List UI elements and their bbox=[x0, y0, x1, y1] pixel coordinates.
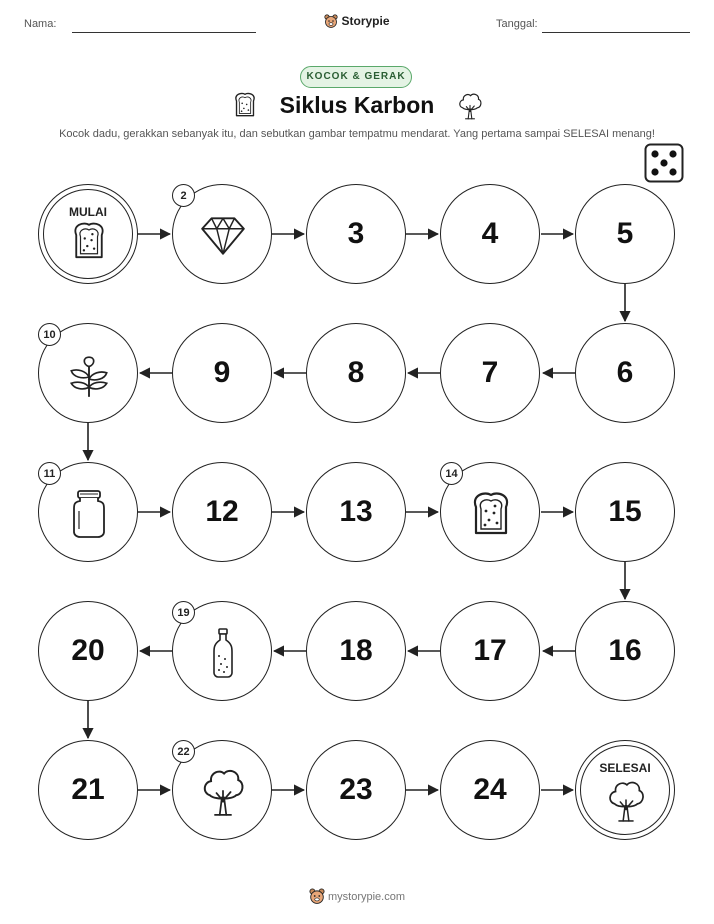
space-number: 2 bbox=[172, 184, 195, 207]
board-space-3[interactable] bbox=[306, 184, 406, 284]
footer-url[interactable]: mystorypie.com bbox=[327, 891, 406, 903]
board-space-4[interactable] bbox=[440, 184, 540, 284]
board-space-9[interactable] bbox=[172, 323, 272, 423]
space-number: 18 bbox=[339, 634, 373, 667]
name-label: Nama: bbox=[24, 18, 57, 30]
brand-name: Storypie bbox=[341, 14, 390, 28]
space-number: 20 bbox=[71, 634, 105, 667]
space-number: 7 bbox=[481, 356, 499, 389]
activity-badge: KOCOK & GERAK bbox=[300, 66, 412, 88]
board-space-6[interactable] bbox=[575, 323, 675, 423]
board-space-13[interactable] bbox=[306, 462, 406, 562]
space-number: 8 bbox=[347, 356, 365, 389]
diamond-icon bbox=[198, 213, 248, 257]
bread-icon bbox=[72, 221, 106, 261]
board-space-22[interactable] bbox=[172, 740, 272, 840]
board-space-11[interactable] bbox=[38, 462, 138, 562]
board-space-21[interactable] bbox=[38, 740, 138, 840]
page-title: Siklus Karbon bbox=[279, 92, 435, 118]
space-number: 5 bbox=[616, 217, 634, 250]
board-space-5[interactable] bbox=[575, 184, 675, 284]
space-number: 24 bbox=[473, 773, 507, 806]
board-space-10[interactable] bbox=[38, 323, 138, 423]
board-space-18[interactable] bbox=[306, 601, 406, 701]
tree-icon bbox=[201, 767, 245, 817]
board-space-2[interactable] bbox=[172, 184, 272, 284]
space-number: 16 bbox=[608, 634, 642, 667]
board-space-20[interactable] bbox=[38, 601, 138, 701]
board-space-8[interactable] bbox=[306, 323, 406, 423]
start-label: MULAI bbox=[69, 205, 107, 219]
space-number: 10 bbox=[38, 323, 61, 346]
board-space-15[interactable] bbox=[575, 462, 675, 562]
space-number: 4 bbox=[481, 217, 499, 250]
space-number: 21 bbox=[71, 773, 105, 806]
space-number: 19 bbox=[172, 601, 195, 624]
board-space-17[interactable] bbox=[440, 601, 540, 701]
board-space-19[interactable] bbox=[172, 601, 272, 701]
tree-icon bbox=[607, 779, 645, 823]
space-number: 22 bbox=[172, 740, 195, 763]
soda-bottle-icon bbox=[211, 628, 235, 678]
jar-icon bbox=[71, 489, 107, 539]
bread-icon bbox=[471, 491, 511, 537]
footer bbox=[0, 888, 714, 904]
board-space-24[interactable] bbox=[440, 740, 540, 840]
space-number: 15 bbox=[608, 495, 642, 528]
board-space-12[interactable] bbox=[172, 462, 272, 562]
space-number: 3 bbox=[347, 217, 365, 250]
instructions: Kocok dadu, gerakkan sebanyak itu, dan sebutkan gambar tempatmu mendarat. Yang pertama sampai SELESAI menang! bbox=[59, 128, 655, 140]
space-number: 23 bbox=[339, 773, 373, 806]
date-label: Tanggal: bbox=[496, 18, 538, 30]
finish-space[interactable] bbox=[575, 740, 675, 840]
space-number: 13 bbox=[339, 495, 373, 528]
space-number: 12 bbox=[205, 495, 239, 528]
bear-face-icon bbox=[309, 888, 325, 904]
start-space[interactable] bbox=[38, 184, 138, 284]
space-number: 11 bbox=[38, 462, 61, 485]
board-space-23[interactable] bbox=[306, 740, 406, 840]
space-number: 9 bbox=[213, 356, 231, 389]
board-space-16[interactable] bbox=[575, 601, 675, 701]
space-number: 14 bbox=[440, 462, 463, 485]
board-space-7[interactable] bbox=[440, 323, 540, 423]
space-number: 6 bbox=[616, 356, 634, 389]
space-number: 17 bbox=[473, 634, 507, 667]
finish-label: SELESAI bbox=[599, 761, 651, 775]
leaf-branch-icon bbox=[65, 356, 113, 398]
board-space-14[interactable] bbox=[440, 462, 540, 562]
